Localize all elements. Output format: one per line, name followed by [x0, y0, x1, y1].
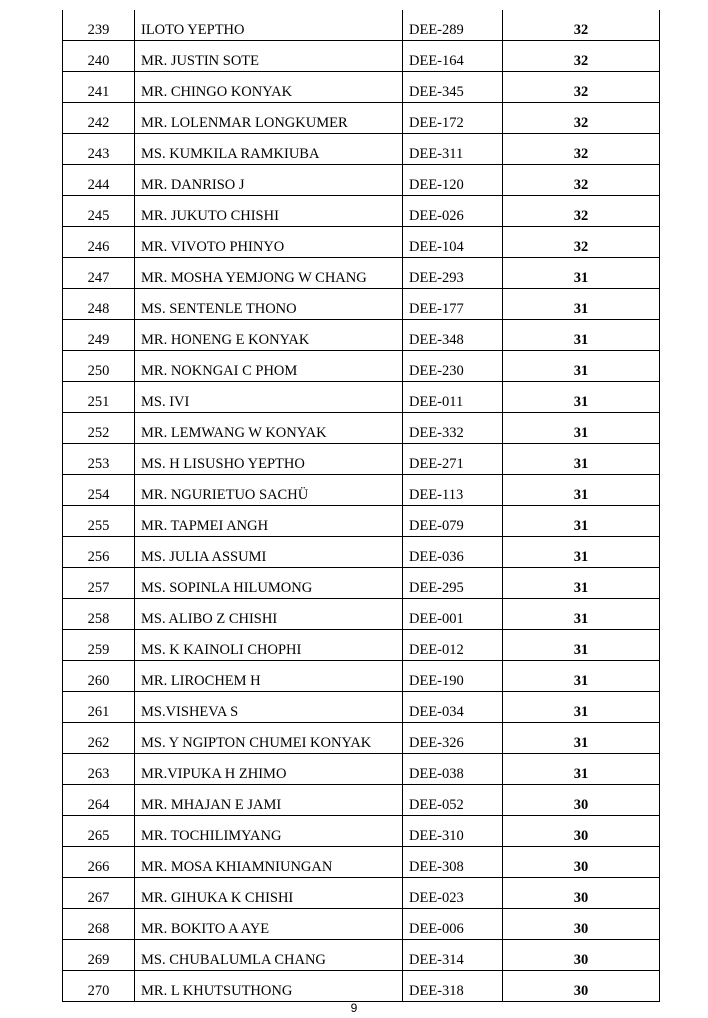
- serial-number-cell: 250: [63, 351, 135, 382]
- roll-number-cell: DEE-079: [403, 506, 503, 537]
- table-row: [63, 134, 660, 165]
- serial-number-cell: 245: [63, 196, 135, 227]
- serial-number-cell: 254: [63, 475, 135, 506]
- marks-cell: 32: [503, 10, 660, 41]
- roll-number-cell: DEE-052: [403, 785, 503, 816]
- candidate-name-cell: ILOTO YEPTHO: [135, 10, 403, 41]
- marks-cell: 31: [503, 568, 660, 599]
- marks-cell: 31: [503, 506, 660, 537]
- marks-cell: 31: [503, 754, 660, 785]
- roll-number-cell: DEE-120: [403, 165, 503, 196]
- roll-number-cell: DEE-308: [403, 847, 503, 878]
- candidate-name-cell: MR. VIVOTO PHINYO: [135, 227, 403, 258]
- candidate-name-cell: MS. JULIA ASSUMI: [135, 537, 403, 568]
- candidate-name-cell: MS. ALIBO Z CHISHI: [135, 599, 403, 630]
- roll-number-cell: DEE-104: [403, 227, 503, 258]
- table-row: [63, 72, 660, 103]
- roll-number-cell: DEE-012: [403, 630, 503, 661]
- candidate-name-cell: MR. LEMWANG W KONYAK: [135, 413, 403, 444]
- roll-number-cell: DEE-034: [403, 692, 503, 723]
- table-row: [63, 785, 660, 816]
- serial-number-cell: 269: [63, 940, 135, 971]
- candidate-name-cell: MS. K KAINOLI CHOPHI: [135, 630, 403, 661]
- marks-cell: 32: [503, 165, 660, 196]
- serial-number-cell: 240: [63, 41, 135, 72]
- table-row: [63, 909, 660, 940]
- roll-number-cell: DEE-289: [403, 10, 503, 41]
- marks-cell: 31: [503, 537, 660, 568]
- table-row: [63, 444, 660, 475]
- candidate-name-cell: MR.VIPUKA H ZHIMO: [135, 754, 403, 785]
- roll-number-cell: DEE-311: [403, 134, 503, 165]
- candidate-name-cell: MR. MOSHA YEMJONG W CHANG: [135, 258, 403, 289]
- serial-number-cell: 266: [63, 847, 135, 878]
- marks-cell: 32: [503, 227, 660, 258]
- table-row: [63, 661, 660, 692]
- candidate-name-cell: MR. TAPMEI ANGH: [135, 506, 403, 537]
- roll-number-cell: DEE-345: [403, 72, 503, 103]
- table-row: [63, 351, 660, 382]
- table-row: [63, 227, 660, 258]
- table-row: [63, 506, 660, 537]
- table-row: [63, 10, 660, 41]
- marks-cell: 32: [503, 103, 660, 134]
- serial-number-cell: 267: [63, 878, 135, 909]
- marks-cell: 31: [503, 661, 660, 692]
- marks-cell: 30: [503, 847, 660, 878]
- roll-number-cell: DEE-271: [403, 444, 503, 475]
- serial-number-cell: 257: [63, 568, 135, 599]
- serial-number-cell: 248: [63, 289, 135, 320]
- marks-cell: 32: [503, 196, 660, 227]
- table-row: [63, 630, 660, 661]
- table-row: [63, 754, 660, 785]
- table-row: [63, 475, 660, 506]
- roll-number-cell: DEE-036: [403, 537, 503, 568]
- serial-number-cell: 253: [63, 444, 135, 475]
- candidate-name-cell: MR. NGURIETUO SACHÜ: [135, 475, 403, 506]
- page-number: 9: [350, 1001, 358, 1015]
- candidate-name-cell: MR. MOSA KHIAMNIUNGAN: [135, 847, 403, 878]
- marks-cell: 31: [503, 320, 660, 351]
- serial-number-cell: 243: [63, 134, 135, 165]
- serial-number-cell: 260: [63, 661, 135, 692]
- candidate-name-cell: MR. JUKUTO CHISHI: [135, 196, 403, 227]
- serial-number-cell: 270: [63, 971, 135, 1002]
- roll-number-cell: DEE-332: [403, 413, 503, 444]
- serial-number-cell: 241: [63, 72, 135, 103]
- roll-number-cell: DEE-293: [403, 258, 503, 289]
- roll-number-cell: DEE-026: [403, 196, 503, 227]
- results-table: [62, 10, 660, 1002]
- serial-number-cell: 251: [63, 382, 135, 413]
- table-row: [63, 196, 660, 227]
- serial-number-cell: 263: [63, 754, 135, 785]
- table-row: [63, 537, 660, 568]
- roll-number-cell: DEE-011: [403, 382, 503, 413]
- candidate-name-cell: MS. KUMKILA RAMKIUBA: [135, 134, 403, 165]
- roll-number-cell: DEE-326: [403, 723, 503, 754]
- serial-number-cell: 244: [63, 165, 135, 196]
- candidate-name-cell: MS.VISHEVA S: [135, 692, 403, 723]
- roll-number-cell: DEE-310: [403, 816, 503, 847]
- serial-number-cell: 258: [63, 599, 135, 630]
- marks-cell: 31: [503, 382, 660, 413]
- marks-cell: 31: [503, 444, 660, 475]
- table-row: [63, 165, 660, 196]
- marks-cell: 31: [503, 351, 660, 382]
- roll-number-cell: DEE-023: [403, 878, 503, 909]
- candidate-name-cell: MS. H LISUSHO YEPTHO: [135, 444, 403, 475]
- roll-number-cell: DEE-038: [403, 754, 503, 785]
- serial-number-cell: 256: [63, 537, 135, 568]
- roll-number-cell: DEE-348: [403, 320, 503, 351]
- candidate-name-cell: MS. SENTENLE THONO: [135, 289, 403, 320]
- serial-number-cell: 261: [63, 692, 135, 723]
- table-row: [63, 692, 660, 723]
- results-table-body: [63, 10, 660, 1002]
- candidate-name-cell: MS. IVI: [135, 382, 403, 413]
- candidate-name-cell: MS. SOPINLA HILUMONG: [135, 568, 403, 599]
- serial-number-cell: 265: [63, 816, 135, 847]
- serial-number-cell: 246: [63, 227, 135, 258]
- marks-cell: 31: [503, 413, 660, 444]
- table-row: [63, 413, 660, 444]
- serial-number-cell: 264: [63, 785, 135, 816]
- candidate-name-cell: MR. JUSTIN SOTE: [135, 41, 403, 72]
- candidate-name-cell: MS. Y NGIPTON CHUMEI KONYAK: [135, 723, 403, 754]
- marks-cell: 30: [503, 971, 660, 1002]
- serial-number-cell: 239: [63, 10, 135, 41]
- serial-number-cell: 268: [63, 909, 135, 940]
- table-row: [63, 320, 660, 351]
- serial-number-cell: 259: [63, 630, 135, 661]
- marks-cell: 30: [503, 940, 660, 971]
- table-row: [63, 878, 660, 909]
- table-row: [63, 258, 660, 289]
- roll-number-cell: DEE-164: [403, 41, 503, 72]
- candidate-name-cell: MR. TOCHILIMYANG: [135, 816, 403, 847]
- serial-number-cell: 242: [63, 103, 135, 134]
- marks-cell: 30: [503, 785, 660, 816]
- roll-number-cell: DEE-230: [403, 351, 503, 382]
- marks-cell: 32: [503, 41, 660, 72]
- candidate-name-cell: MR. LOLENMAR LONGKUMER: [135, 103, 403, 134]
- table-row: [63, 816, 660, 847]
- table-row: [63, 971, 660, 1002]
- roll-number-cell: DEE-172: [403, 103, 503, 134]
- serial-number-cell: 252: [63, 413, 135, 444]
- roll-number-cell: DEE-295: [403, 568, 503, 599]
- roll-number-cell: DEE-318: [403, 971, 503, 1002]
- marks-cell: 30: [503, 909, 660, 940]
- candidate-name-cell: MS. CHUBALUMLA CHANG: [135, 940, 403, 971]
- candidate-name-cell: MR. L KHUTSUTHONG: [135, 971, 403, 1002]
- table-row: [63, 103, 660, 134]
- table-row: [63, 289, 660, 320]
- marks-cell: 31: [503, 289, 660, 320]
- marks-cell: 31: [503, 258, 660, 289]
- roll-number-cell: DEE-006: [403, 909, 503, 940]
- table-row: [63, 723, 660, 754]
- marks-cell: 31: [503, 475, 660, 506]
- table-row: [63, 940, 660, 971]
- serial-number-cell: 247: [63, 258, 135, 289]
- marks-cell: 31: [503, 723, 660, 754]
- table-row: [63, 41, 660, 72]
- roll-number-cell: DEE-314: [403, 940, 503, 971]
- candidate-name-cell: MR. GIHUKA K CHISHI: [135, 878, 403, 909]
- marks-cell: 30: [503, 878, 660, 909]
- candidate-name-cell: MR. MHAJAN E JAMI: [135, 785, 403, 816]
- marks-cell: 30: [503, 816, 660, 847]
- marks-cell: 31: [503, 599, 660, 630]
- serial-number-cell: 262: [63, 723, 135, 754]
- candidate-name-cell: MR. CHINGO KONYAK: [135, 72, 403, 103]
- serial-number-cell: 249: [63, 320, 135, 351]
- roll-number-cell: DEE-190: [403, 661, 503, 692]
- marks-cell: 32: [503, 134, 660, 165]
- roll-number-cell: DEE-001: [403, 599, 503, 630]
- candidate-name-cell: MR. DANRISO J: [135, 165, 403, 196]
- table-row: [63, 599, 660, 630]
- candidate-name-cell: MR. HONENG E KONYAK: [135, 320, 403, 351]
- roll-number-cell: DEE-177: [403, 289, 503, 320]
- marks-cell: 31: [503, 630, 660, 661]
- serial-number-cell: 255: [63, 506, 135, 537]
- marks-cell: 32: [503, 72, 660, 103]
- roll-number-cell: DEE-113: [403, 475, 503, 506]
- candidate-name-cell: MR. LIROCHEM H: [135, 661, 403, 692]
- candidate-name-cell: MR. NOKNGAI C PHOM: [135, 351, 403, 382]
- table-row: [63, 847, 660, 878]
- table-row: [63, 382, 660, 413]
- table-row: [63, 568, 660, 599]
- marks-cell: 31: [503, 692, 660, 723]
- candidate-name-cell: MR. BOKITO A AYE: [135, 909, 403, 940]
